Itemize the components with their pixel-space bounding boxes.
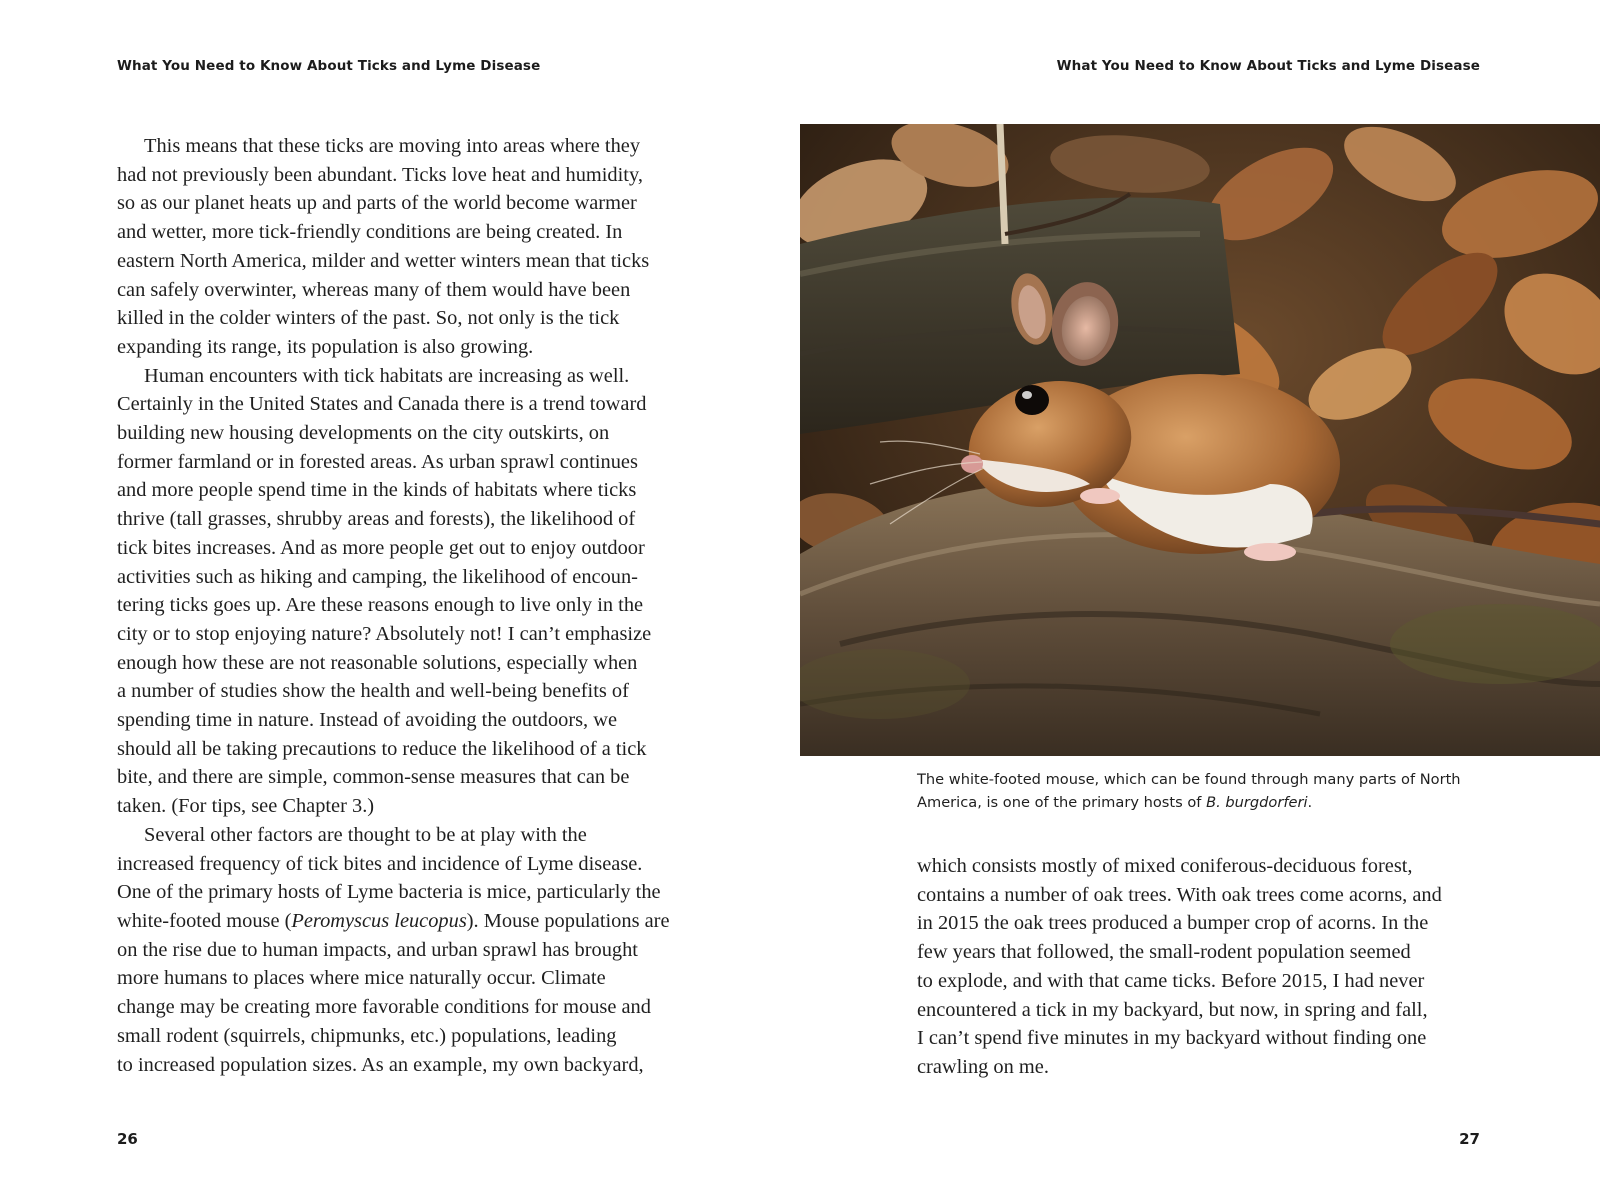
- text-line: had not previously been abundant. Ticks love heat and humidity,: [117, 163, 643, 186]
- caption-line: [917, 792, 1477, 815]
- text-line: eastern North America, milder and wetter winters mean that ticks: [117, 249, 650, 272]
- page-number-left: 26: [117, 1130, 138, 1148]
- text-line: tick bites increases. And as more people get out to enjoy outdoor: [117, 536, 645, 559]
- page-number-right: 27: [1459, 1130, 1480, 1148]
- text-line: can safely overwinter, whereas many of them would have been: [117, 278, 631, 301]
- species-name: Peromyscus leucopus: [291, 909, 467, 932]
- species-name: B. burgdorferi: [1206, 793, 1308, 811]
- text-line: to increased population sizes. As an example, my own backyard,: [117, 1053, 644, 1076]
- text-line: small rodent (squirrels, chipmunks, etc.) populations, leading: [117, 1024, 617, 1047]
- running-head-left: What You Need to Know About Ticks and Lyme Disease: [117, 58, 541, 74]
- text-line: crawling on me.: [917, 1055, 1049, 1078]
- text-line: expanding its range, its population is also growing.: [117, 335, 534, 358]
- text-line: a number of studies show the health and well-being benefits of: [117, 680, 629, 703]
- text-line: to explode, and with that came ticks. Before 2015, I had never: [917, 969, 1425, 992]
- text-line: taken. (For tips, see Chapter 3.): [117, 795, 375, 818]
- text-line: increased frequency of tick bites and incidence of Lyme disease.: [117, 852, 643, 875]
- caption-line: The white-footed mouse, which can be found through many parts of North: [917, 771, 1461, 788]
- text-line: former farmland or in forested areas. As urban sprawl continues: [117, 450, 638, 473]
- text-line: and wetter, more tick-friendly conditions are being created. In: [117, 221, 623, 244]
- text-line: Human encounters with tick habitats are increasing as well.: [144, 364, 630, 387]
- text-line: thrive (tall grasses, shrubby areas and forests), the likelihood of: [117, 508, 636, 531]
- text-line: Certainly in the United States and Canada there is a trend toward: [117, 393, 647, 416]
- text-segment: .: [1307, 793, 1313, 811]
- text-line: building new housing developments on the city outskirts, on: [117, 422, 610, 445]
- text-line: change may be creating more favorable conditions for mouse and: [117, 996, 651, 1019]
- photo-caption: [917, 769, 1477, 814]
- text-line: spending time in nature. Instead of avoiding the outdoors, we: [117, 709, 618, 732]
- text-line: city or to stop enjoying nature? Absolutely not! I can’t emphasize: [117, 622, 652, 645]
- text-line: which consists mostly of mixed coniferous-deciduous forest,: [917, 855, 1413, 877]
- text-line: One of the primary hosts of Lyme bacteria is mice, particularly the: [117, 881, 661, 904]
- text-line: Several other factors are thought to be at play with the: [144, 823, 587, 846]
- text-line: on the rise due to human impacts, and urban sprawl has brought: [117, 938, 638, 961]
- running-head-right: What You Need to Know About Ticks and Lyme Disease: [1056, 58, 1480, 74]
- text-line: in 2015 the oak trees produced a bumper crop of acorns. In the: [917, 912, 1429, 935]
- text-line: should all be taking precautions to reduce the likelihood of a tick: [117, 737, 647, 760]
- text-line: bite, and there are simple, common-sense measures that can be: [117, 766, 630, 789]
- text-line: enough how these are not reasonable solutions, especially when: [117, 651, 638, 674]
- text-line: activities such as hiking and camping, the likelihood of encoun-: [117, 565, 638, 588]
- text-line: encountered a tick in my backyard, but now, in spring and fall,: [917, 998, 1428, 1021]
- text-segment: ). Mouse populations are: [466, 909, 670, 932]
- right-body-text: [917, 852, 1517, 1082]
- text-segment: America, is one of the primary hosts of: [917, 793, 1207, 811]
- mouse-photo: [800, 124, 1600, 756]
- text-line: tering ticks goes up. Are these reasons enough to live only in the: [117, 594, 644, 617]
- text-segment: white-footed mouse (: [117, 909, 292, 932]
- text-line: contains a number of oak trees. With oak trees come acorns, and: [917, 883, 1442, 906]
- text-line: and more people spend time in the kinds of habitats where ticks: [117, 479, 637, 502]
- text-line: few years that followed, the small-rodent population seemed: [917, 941, 1411, 964]
- left-body-text: [117, 132, 702, 1079]
- text-line-with-species-name: [117, 907, 702, 936]
- text-line: more humans to places where mice naturally occur. Climate: [117, 967, 606, 990]
- text-line: This means that these ticks are moving into areas where they: [144, 135, 641, 157]
- text-line: I can’t spend five minutes in my backyard without finding one: [917, 1027, 1427, 1050]
- text-line: killed in the colder winters of the past. So, not only is the tick: [117, 307, 620, 330]
- right-page: [800, 0, 1600, 1200]
- text-line: so as our planet heats up and parts of the world become warmer: [117, 192, 637, 215]
